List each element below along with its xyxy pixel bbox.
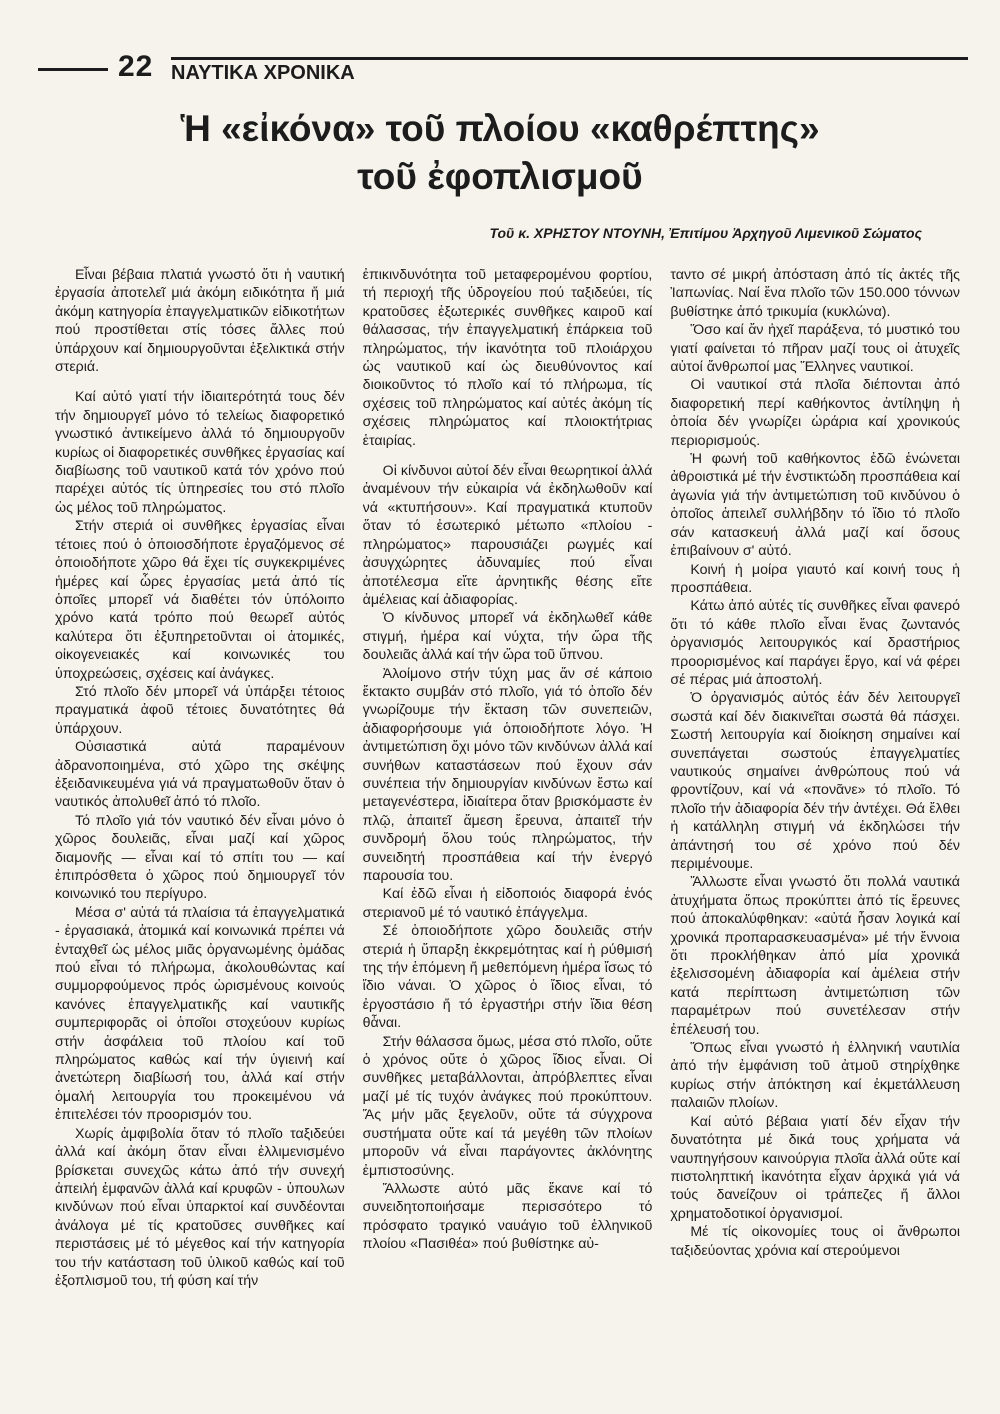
- text-column-1: [55, 266, 345, 1396]
- article-title-line-1: Ἡ «εἰκόνα» τοῦ πλοίου «καθρέπτης»: [180, 108, 820, 149]
- article-body: [55, 266, 960, 1396]
- paragraph: Οἱ ναυτικοί στά πλοῖα διέπονται ἀπό διαφορετική περί καθήκοντος ἀντίληψη ἡ ὁποία δέν γνωρίζει ὡράρια καί χρονικούς περιορισμούς.: [670, 377, 961, 449]
- header-rule-left: [38, 68, 108, 71]
- text-column-3: [670, 266, 960, 1396]
- paragraph: Χωρίς ἀμφιβολία ὅταν τό πλοῖο ταξιδεύει ἀλλά καί ἀκόμη ὅταν εἶναι ἐλλιμενισμένο βρίσκεται συνεχῶς κάτω ἀπό τήν συνεχή ἀπειλή ἐμφανῶν ἀλλά καί κρυφῶν - ὑπουλων κινδύνων πού εἶναι ὑπαρκτοί καί συνδέονται ἀνάλογα μέ τίς κρατοῦσες συνθῆκες καί περιστάσεις μέ τό μέγεθος καί τήν κατηγορία του τήν κατάσταση τοῦ ὑλικοῦ καθώς καί τοῦ ἐξοπλισμοῦ του, τή φύση καί τήν: [55, 1125, 345, 1289]
- paragraph: Καί ἐδῶ εἶναι ἡ εἰδοποιός διαφορά ἑνός στεριανοῦ μέ τό ναυτικό ἐπάγγελμα.: [362, 886, 653, 921]
- magazine-title: ΝΑΥΤΙΚΑ ΧΡΟΝΙΚΑ: [171, 62, 355, 84]
- paragraph: Ὁ κίνδυνος μπορεῖ νά ἐκδηλωθεῖ κάθε στιγμή, ἡμέρα καί νύχτα, τήν ὥρα τῆς δουλειᾶς ἀλλά καί τήν ὥρα τοῦ ὕπνου.: [362, 610, 653, 664]
- paragraph: Μέσα σ' αὐτά τά πλαίσια τά ἐπαγγελματικά - ἐργασιακά, ἀτομικά καί κοινωνικά πρέπει νά ἐνταχθεῖ ὡς μέλος μιᾶς ὀργανωμένης ὁμάδας πού εἶναι τό πλήρωμα, ἀκολουθώντας καί συμμορφούμενος πρός ὡρισμένους κοινούς κανόνες ἐπαγγελματικῆς καί ναυτικῆς συμπεριφορᾶς οἱ ὁποῖοι στοχεύουν κυρίως στήν ἀσφάλεια τοῦ πλοίου καί τοῦ πληρώματος καθώς καί τήν ὑγιεινή καί ἀνετώτερη διαβίωσή του, ἀλλά καί στήν ὁμαλή λειτουργία του προκειμένου νά ἐπιτελέσει τόν προορισμόν του.: [55, 904, 345, 1124]
- page-number: 22: [118, 50, 154, 83]
- paragraph: Μέ τίς οἰκονομίες τους οἱ ἄνθρωποι ταξιδεύοντας χρόνια καί στερούμενοι: [670, 1224, 961, 1259]
- paragraph: ταντο σέ μικρή ἀπόσταση ἀπό τίς ἀκτές τῆς Ἰαπωνίας. Ναί ἕνα πλοῖο τῶν 150.000 τόννων βυθίστηκε ἀπό τρικυμία (κυκλώνα).: [670, 267, 961, 320]
- header-rule-right: [171, 57, 968, 60]
- paragraph: Οὐσιαστικά αὐτά παραμένουν ἀδρανοποιημένα, στό χῶρο της σκέψης ἐξειδανικευμένα γιά νά πραγματωθοῦν ὅταν ὁ ναυτικός ἀπολυθεῖ ἀπό τό πλοῖο.: [55, 739, 345, 811]
- paragraph: Κοινή ἡ μοίρα γιαυτό καί κοινή τους ἡ προσπάθεια.: [670, 561, 961, 596]
- paragraph: Καί αὐτό βέβαια γιατί δέν εἶχαν τήν δυνατότητα μέ δικά τους χρήματα νά ναυπηγήσουν καινούργια πλοῖα ἀλλά οὔτε καί πιστοληπτική ἱκανότητα εἶχαν ἀρχικά γιά νά τούς δανείζουν οἱ τράπεζες ἤ ἄλλοι χρηματοδοτικοί ὀργανισμοί.: [670, 1113, 961, 1222]
- paragraph: Ἄλλωστε εἶναι γνωστό ὅτι πολλά ναυτικά ἀτυχήματα ὅπως προκύπτει ἀπό τίς ἔρευνες πού ἀποκαλύφθηκαν: «αὐτά ἦσαν λογικά καί χρονικά προπαρασκευασμένα» μέ τήν ἔννοια ὅτι προκλήθηκαν ἀπό μία χρονικά ἐξελισσομένη ἀδιαφορία καί ἀμέλεια στήν κατά περίπτωση ἀντιμετώπιση τῶν παραμέτρων πού συνετέλεσαν στήν ἐπέλευσή του.: [670, 874, 961, 1038]
- paragraph: Ἄλλωστε αὐτό μᾶς ἔκανε καί τό συνειδητοποιήσαμε περισσότερο τό πρόσφατο τραγικό ναυάγιο τοῦ ἑλληνικοῦ πλοίου «Πασιθέα» πού βυθίστηκε αὐ-: [362, 1180, 653, 1253]
- paragraph: Καί αὐτό γιατί τήν ἰδιαιτερότητά τους δέν τήν δημιουργεῖ μόνο τό τελείως διαφορετικό γνωστικό ἀντικείμενο ἀλλά τό δημιουργοῦν κυρίως οἱ διαφορετικές συνθῆκες ἐργασίας καί διαβίωσης τοῦ ναυτικοῦ κατά τόν χρόνο πού παρέχει αὐτός τίς ὑπηρεσίες του στό πλοῖο ὡς μέλος τοῦ πληρώματος.: [55, 389, 345, 516]
- paragraph: Τό πλοῖο γιά τόν ναυτικό δέν εἶναι μόνο ὁ χῶρος δουλειᾶς, εἶναι μαζί καί χῶρος διαμονῆς — εἶναι καί τό σπίτι του — καί ἐπιπρόσθετα ὁ χῶρος πού δημιουργεῖ τόν κοινωνικό του περίγυρο.: [55, 812, 345, 903]
- article-byline: Τοῦ κ. ΧΡΗΣΤΟΥ ΝΤΟΥΝΗ, Ἐπιτίμου Ἀρχηγοῦ Λιμενικοῦ Σώματος: [489, 225, 922, 241]
- paragraph: Ὅσο καί ἄν ἠχεῖ παράξενα, τό μυστικό του γιατί φαίνεται τό πῆραν μαζί τους οἱ ἀτυχεῖς αὐτοί ἄνθρωποί μας Ἕλληνες ναυτικοί.: [670, 322, 961, 376]
- paragraph: ἐπικινδυνότητα τοῦ μεταφερομένου φορτίου, τή περιοχή τῆς ὑδρογείου πού ταξιδεύει, τίς κρατοῦσες ἐξωτερικές συνθῆκες καιροῦ καί θάλασσας, τήν ἐπαγγελματική ἐπάρκεια τοῦ πληρώματος, τήν ἱκανότητα τοῦ πλοιάρχου ὡς ναυτικοῦ καί ὡς διευθύνοντος καί διοικοῦντος τό πλοῖο καί τό πλήρωμα, τίς σχέσεις τοῦ πληρώματος καί αὐτές ἀκόμη τίς σχέσεις πληρώματος καί πλοιοκτήτριας ἑταιρίας.: [362, 267, 653, 449]
- paragraph: Ὅπως εἶναι γνωστό ἡ ἑλληνική ναυτιλία ἀπό τήν ἐμφάνιση τοῦ ἀτμοῦ στηρίχθηκε κυρίως στήν ἀπόκτηση καί ἐκμετάλλευση παλαιῶν πλοίων.: [670, 1040, 961, 1112]
- paragraph: Ὁ ὀργανισμός αὐτός ἐάν δέν λειτουργεῖ σωστά καί δέν διακινεῖται σωστά θά πάσχει. Σωστή λειτουργία καί διοίκηση σημαίνει καί συνεπάγεται σωστούς ἐπαγγελματίες ναυτικούς σημαίνει ἀνθρώπους πού νά φροντίζουν, καί νά «πονᾶνε» τό πλοῖο. Τό πλοῖο τήν ἀδιαφορία δέν τήν ἀντέχει. Θά ἔλθει ἡ κατάλληλη στιγμή νά ἐκδηλώσει τήν ἀπάντησή του σέ χρόνο πού δέν περιμένουμε.: [670, 690, 961, 872]
- paragraph: Ἡ φωνή τοῦ καθήκοντος ἐδῶ ἑνώνεται ἀθροιστικά μέ τήν ἐνστικτώδη προσπάθεια καί ἀγωνία γιά τήν ἀντιμετώπιση τοῦ κινδύνου ὁ ὁποῖος ἀπειλεῖ συλλήβδην τό ἴδιο τό πλοῖο σάν κατασκευή ἀλλά μαζί καί ὅσους ἐπιβαίνουν σ' αὐτό.: [670, 451, 961, 560]
- article-title-line-2: τοῦ ἐφοπλισμοῦ: [357, 156, 643, 197]
- text-column-2: [363, 266, 653, 1396]
- paragraph: Εἶναι βέβαια πλατιά γνωστό ὅτι ἡ ναυτική ἐργασία ἀποτελεῖ μιά ἀκόμη ειδικότητα ἤ μιά ἀκόμη κατηγορία ἐπαγγελματικῶν εἰδικοτήτων πού προστίθεται στίς τόσες ἄλλες πού ὑπάρχουν καί δημιουργοῦνται ἐξελικτικά στήν στεριά.: [55, 267, 345, 376]
- paragraph: Οἱ κίνδυνοι αὐτοί δέν εἶναι θεωρητικοί ἀλλά ἀναμένουν τήν εὐκαιρία νά ἐκδηλωθοῦν καί νά «κτυπήσουν». Καί πραγματικά κτυποῦν ὅταν τό ἐσωτερικό μέτωπο «πλοίου - πληρώματος» παρουσιάζει ρωγμές καί ἀσυγχώρητες ἀδυναμίες πού εἶναι ἀποτέλεσμα εἴτε ἀρνητικῆς θέσης εἴτε ἀμέλειας καί ἀδιαφορίας.: [362, 463, 653, 608]
- article-title: [40, 105, 960, 201]
- paragraph: Στό πλοῖο δέν μπορεῖ νά ὑπάρξει τέτοιος πραγματικά ἀφοῦ τέτοιες δυνατότητες θά ὑπάρχουν.: [55, 683, 345, 737]
- paragraph: Σέ ὁποιοδήποτε χῶρο δουλειᾶς στήν στεριά ἡ ὕπαρξη ἐκκρεμότητας καί ἡ ρύθμισή της τήν ἑπόμενη ἤ μεθεπόμενη ἡμέρα ἴσως τό ἴδιο νάναι. Ὁ χῶρος ὁ ἴδιος εἶναι, τό ἐργοστάσιο ἤ τό ἐργαστήρι στήν ἴδια θέση θἆναι.: [362, 923, 653, 1032]
- paragraph: Ἀλοίμονο στήν τύχη μας ἄν σέ κάποιο ἔκτακτο συμβάν στό πλοῖο, γιά τό ὁποῖο δέν γνωρίζουμε τήν ἔκταση τῶν συνεπειῶν, ἀδιαφορήσουμε γιά ὁποιοδήποτε λόγο. Ἡ ἀντιμετώπιση ὄχι μόνο τῶν κινδύνων ἀλλά καί συνήθων καταστάσεων πού ἔχουν σάν συνέπεια τήν δημιουργίαν κινδύνων ἔστω καί μεταγενέστερα, ἰδιαίτερα ὅταν βρισκόμαστε ἐν πλῷ, ἀπαιτεῖ ἄμεση ἔρευνα, ἀπαιτεῖ τήν συνδρομή ὅλου τούς πληρώματος, τήν συνειδητή προσπάθεια καί τήν ἐνεργό παρουσία του.: [362, 665, 653, 884]
- paragraph: Στήν θάλασσα ὅμως, μέσα στό πλοῖο, οὔτε ὁ χρόνος οὔτε ὁ χῶρος ἴδιος εἶναι. Οἱ συνθῆκες μεταβάλλονται, ἀπρόβλεπτες εἶναι μαζί μέ τίς τυχόν ἀνάγκες πού προκύπτουν. Ἄς μήν μᾶς ξεγελοῦν, οὔτε τά σύγχρονα συστήματα οὔτε καί τά μεγέθη τῶν πλοίων μποροῦν νά εἶναι παράγοντες ἀκλόνητης ἐμπιστοσύνης.: [362, 1033, 653, 1179]
- paragraph: Στήν στεριά οἱ συνθῆκες ἐργασίας εἶναι τέτοιες πού ὁ ὁποιοσδήποτε ἐργαζόμενος σέ ὁποιοδήποτε χῶρο θά ἔχει τίς συγκεκριμένες ἡμέρες καί ὧρες ἐργασίας μετά ἀπό τίς ὁποῖες μπορεῖ νά διαθέτει τόν ὑπόλοιπο χρόνο κατά τρόπο πού θεωρεῖ αὐτός καλύτερα ὅτι ἐξυπηρετοῦνται οἱ ἀτομικές, οἰκογενειακές καί κοινωνικές του ὑποχρεώσεις, σχέσεις καί ἀνάγκες.: [55, 518, 345, 682]
- page-header: [38, 50, 968, 84]
- paragraph: Κάτω ἀπό αὐτές τίς συνθῆκες εἶναι φανερό ὅτι τό κάθε πλοῖο εἶναι ἕνας ζωντανός ὀργανισμός λειτουργικός καί δραστήριος προορισμένος καί παράγει ἔργο, καί νά φέρει σέ πέρας μιά ἀποστολή.: [670, 598, 961, 688]
